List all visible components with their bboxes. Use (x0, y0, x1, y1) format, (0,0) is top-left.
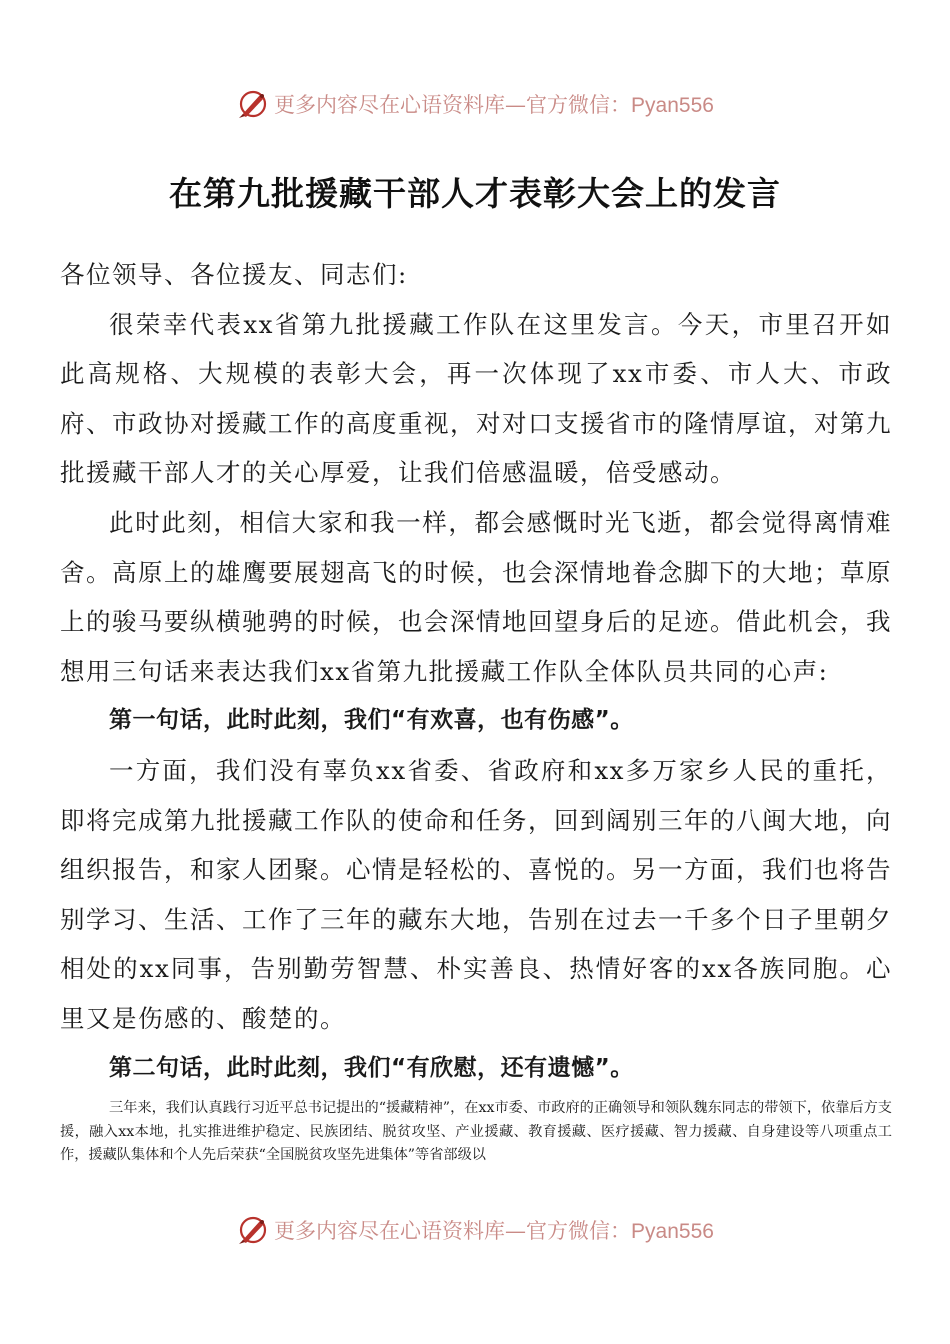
document-title: 在第九批援藏干部人才表彰大会上的发言 (169, 174, 781, 213)
document-body (60, 250, 892, 1168)
salutation: 各位领导、各位援友、同志们: (60, 260, 408, 289)
wechat-id: Pyan556 (631, 1220, 714, 1243)
banner-text: 更多内容尽在心语资料库—官方微信：Pyan556 (274, 1219, 714, 1243)
banner-text: 更多内容尽在心语资料库—官方微信：Pyan556 (274, 93, 714, 117)
pen-ink-logo-icon (236, 87, 270, 121)
paragraph-section-1: 一方面，我们没有辜负xx省委、省政府和xx多万家乡人民的重托，即将完成第九批援藏工作队的使命和任务，回到阔别三年的八闽大地，向组织报告，和家人团聚。心情是轻松的、喜悦的。另一方面，我们也将告别学习、生活、工作了三年的藏东大地，告别在过去一千多个日子里朝夕相处的xx同事，告别勤劳智慧、朴实善良、热情好客的xx各族同胞。心里又是伤感的、酸楚的。 (60, 755, 893, 1033)
pen-ink-logo-icon (236, 1213, 270, 1247)
paragraph-intro: 很荣幸代表xx省第九批援藏工作队在这里发言。今天，市里召开如此高规格、大规模的表彰大会，再一次体现了xx市委、市人大、市政府、市政协对援藏工作的高度重视，对对口支援省市的隆情厚谊，对第九批援藏干部人才的关心厚爱，让我们倍感温暖，倍受感动。 (60, 309, 892, 488)
header-banner (0, 84, 950, 124)
section-heading-1: 第一句话，此时此刻，我们“有欢喜，也有伤感”。 (109, 707, 634, 734)
section-heading-2: 第二句话，此时此刻，我们“有欣慰，还有遗憾”。 (109, 1054, 634, 1081)
paragraph-section-2: 三年来，我们认真践行习近平总书记提出的“援藏精神”，在xx市委、市政府的正确领导和领队魏东同志的带领下，依靠后方支援，融入xx本地，扎实推进维护稳定、民族团结、脱贫攻坚、产业援藏、教育援藏、医疗援藏、智力援藏、自身建设等八项重点工作，援藏队集体和个人先后荣获“全国脱贫攻坚先进集体”等省部级以 (60, 1100, 892, 1164)
footer-banner (0, 1210, 950, 1250)
paragraph-moment: 此时此刻，相信大家和我一样，都会感慨时光飞逝，都会觉得离情难舍。高原上的雄鹰要展翅高飞的时候，也会深情地眷念脚下的大地；草原上的骏马要纵横驰骋的时候，也会深情地回望身后的足迹。借此机会，我想用三句话来表达我们xx省第九批援藏工作队全体队员共同的心声: (60, 507, 892, 686)
wechat-id: Pyan556 (631, 94, 714, 117)
